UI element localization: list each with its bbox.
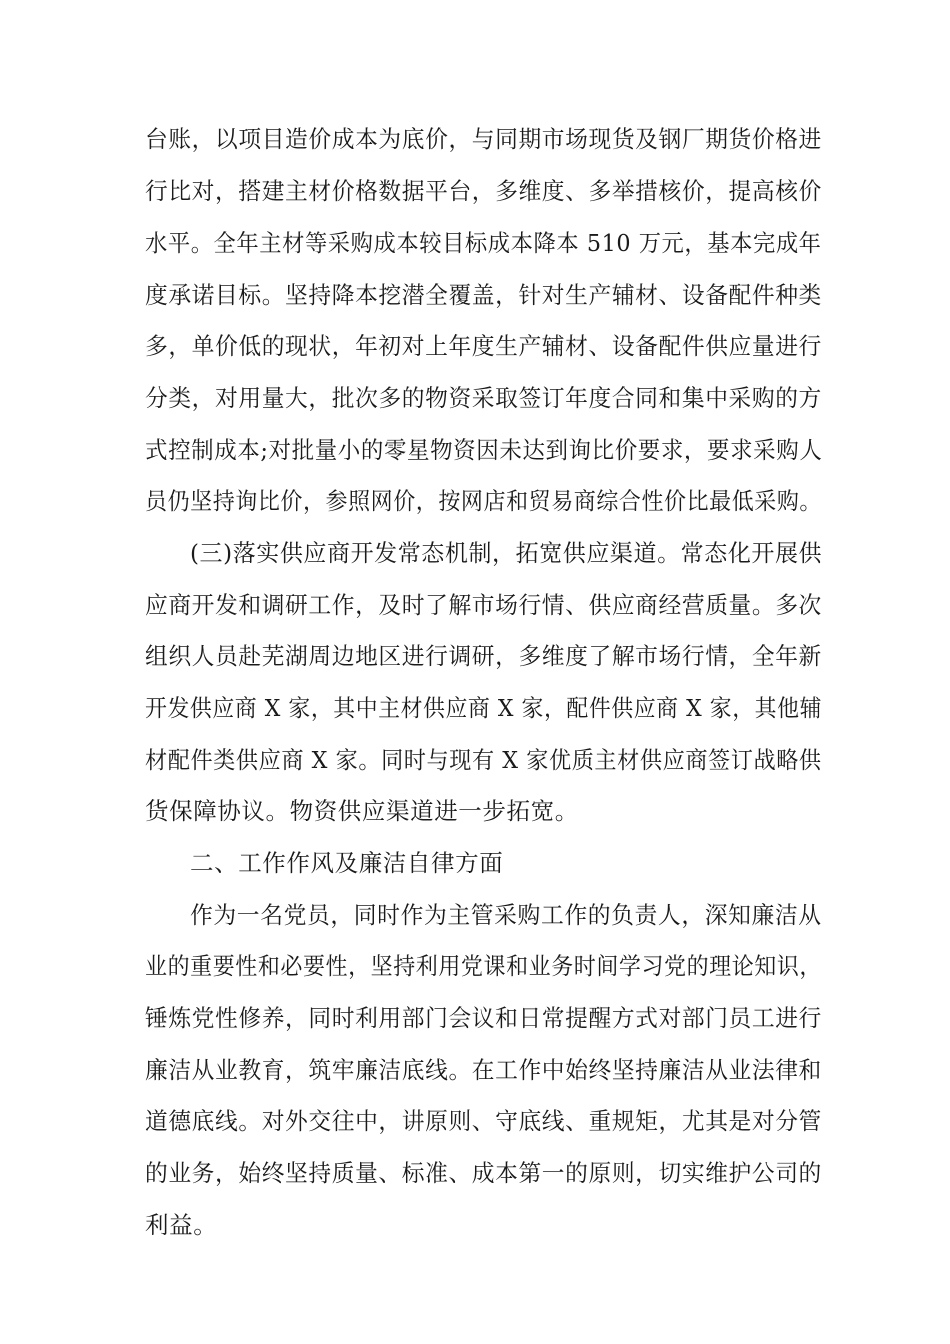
- text-line: 度承诺目标。坚持降本挖潜全覆盖，针对生产辅材、设备配件种类: [145, 281, 822, 309]
- text-line: 的业务，始终坚持质量、标准、成本第一的原则，切实维护公司的: [145, 1159, 822, 1187]
- text-line: 组织人员赴芜湖周边地区进行调研，多维度了解市场行情，全年新: [145, 642, 822, 670]
- text-line: 分类，对用量大，批次多的物资采取签订年度合同和集中采购的方: [145, 384, 822, 412]
- text-line: 水平。全年主材等采购成本较目标成本降本 510 万元，基本完成年: [145, 229, 822, 257]
- text-line: 作为一名党员，同时作为主管采购工作的负责人，深知廉洁从: [190, 901, 822, 929]
- text-line: 材配件类供应商 X 家。同时与现有 X 家优质主材供应商签订战略供: [145, 746, 822, 774]
- text-line: 货保障协议。物资供应渠道进一步拓宽。: [145, 797, 579, 825]
- text-line: 多，单价低的现状，年初对上年度生产辅材、设备配件供应量进行: [145, 332, 822, 360]
- text-line: 利益。: [145, 1211, 218, 1239]
- text-line: 应商开发和调研工作，及时了解市场行情、供应商经营质量。多次: [145, 591, 822, 619]
- text-line: 廉洁从业教育，筑牢廉洁底线。在工作中始终坚持廉洁从业法律和: [145, 1056, 822, 1084]
- section-heading: 二、工作作风及廉洁自律方面: [190, 849, 504, 877]
- text-line: 锤炼党性修养，同时利用部门会议和日常提醒方式对部门员工进行: [145, 1004, 822, 1032]
- text-line: 道德底线。对外交往中，讲原则、守底线、重规矩，尤其是对分管: [145, 1107, 822, 1135]
- text-line: 员仍坚持询比价，参照网价，按网店和贸易商综合性价比最低采购。: [145, 487, 822, 515]
- section-heading: (三)落实供应商开发常态机制，拓宽供应渠道。常态化开展供: [190, 539, 823, 567]
- text-line: 开发供应商 X 家，其中主材供应商 X 家，配件供应商 X 家，其他辅: [145, 694, 823, 722]
- text-line: 式控制成本;对批量小的零星物资因未达到询比价要求，要求采购人: [145, 436, 823, 464]
- text-line: 台账，以项目造价成本为底价，与同期市场现货及钢厂期货价格进: [145, 125, 822, 153]
- text-line: 业的重要性和必要性，坚持利用党课和业务时间学习党的理论知识，: [145, 952, 822, 980]
- text-line: 行比对，搭建主材价格数据平台，多维度、多举措核价，提高核价: [145, 177, 822, 205]
